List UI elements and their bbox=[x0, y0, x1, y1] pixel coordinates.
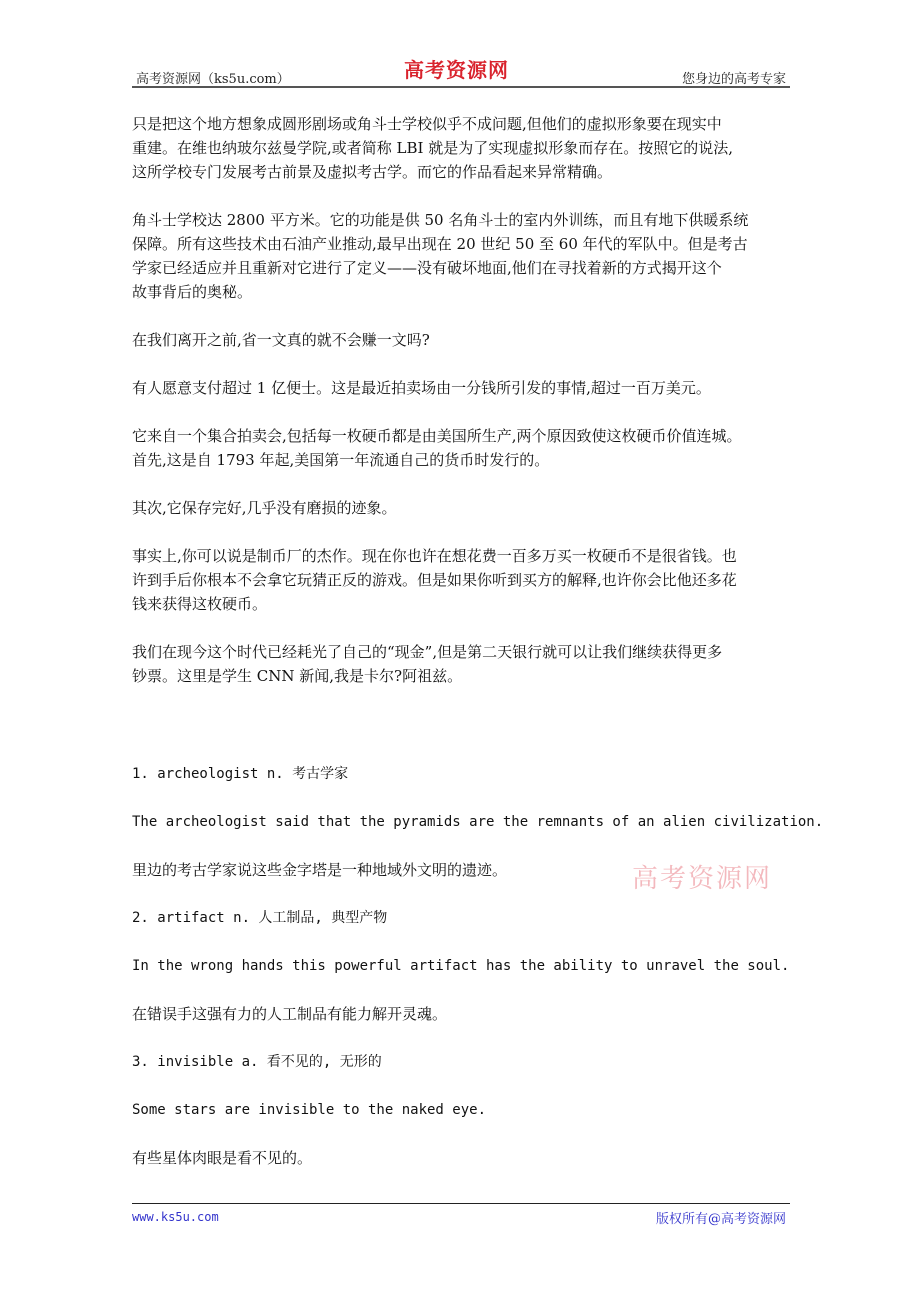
paragraph-line: 学家已经适应并且重新对它进行了定义——没有破坏地面,他们在寻找着新的方式揭开这个 bbox=[132, 259, 722, 277]
header-slogan: 您身边的高考专家 bbox=[681, 72, 786, 87]
paragraph bbox=[132, 424, 802, 472]
paragraph-line: 钞票。这里是学生 CNN 新闻,我是卡尔?阿祖兹。 bbox=[132, 667, 463, 685]
paragraph-line: 保障。所有这些技术由石油产业推动,最早出现在 20 世纪 50 至 60 年代的军队中。但是考古 bbox=[132, 235, 748, 253]
paragraph-line: 重建。在维也纳玻尔兹曼学院,或者简称 LBI 就是为了实现虚拟形象而存在。按照它的说法, bbox=[132, 139, 733, 157]
vocab-headword: 1. archeologist n. 考古学家 bbox=[132, 766, 349, 782]
vocab-example: The archeologist said that the pyramids are the remnants of an alien civilization. bbox=[132, 814, 824, 830]
page-footer bbox=[132, 1203, 790, 1227]
paragraph-line: 它来自一个集合拍卖会,包括每一枚硬币都是由美国所生产,两个原因致使这枚硬币价值连城。 bbox=[132, 427, 742, 445]
vocab-translation: 有些星体肉眼是看不见的。 bbox=[132, 1149, 313, 1167]
paragraph-line: 角斗士学校达 2800 平方米。它的功能是供 50 名角斗士的室内外训练，而且有地下供暖系统 bbox=[132, 211, 749, 229]
vocab-example: In the wrong hands this powerful artifact has the ability to unravel the soul. bbox=[132, 958, 790, 974]
paragraph bbox=[132, 208, 802, 304]
paragraph-line: 钱来获得这枚硬币。 bbox=[132, 595, 268, 613]
paragraph-line: 其次,它保存完好,几乎没有磨损的迹象。 bbox=[132, 499, 397, 517]
footer-url[interactable]: www.ks5u.com bbox=[132, 1210, 219, 1224]
paragraph-line: 故事背后的奥秘。 bbox=[132, 283, 253, 301]
vocab-translation: 在错误手这强有力的人工制品有能力解开灵魂。 bbox=[132, 1005, 448, 1023]
paragraph bbox=[132, 112, 802, 184]
header-site-name: 高考资源网（ks5u.com） bbox=[136, 72, 290, 87]
paragraph bbox=[132, 376, 802, 400]
footer-copyright: 版权所有@高考资源网 bbox=[655, 1212, 786, 1227]
page-header bbox=[132, 56, 790, 88]
vocab-headword: 2. artifact n. 人工制品, 典型产物 bbox=[132, 910, 388, 926]
header-logo: 高考资源网 bbox=[404, 58, 509, 82]
vocab-example: Some stars are invisible to the naked eye. bbox=[132, 1102, 487, 1118]
vocab-headword: 3. invisible a. 看不见的, 无形的 bbox=[132, 1054, 382, 1070]
paragraph-line: 这所学校专门发展考古前景及虚拟考古学。而它的作品看起来异常精确。 bbox=[132, 163, 613, 181]
paragraph bbox=[132, 640, 802, 688]
paragraph bbox=[132, 328, 802, 352]
paragraph-line: 许到手后你根本不会拿它玩猜正反的游戏。但是如果你听到买方的解释,也许你会比他还多花 bbox=[132, 571, 737, 589]
paragraph-line: 有人愿意支付超过 1 亿便士。这是最近拍卖场由一分钱所引发的事情,超过一百万美元。 bbox=[132, 379, 711, 397]
paragraph-line: 只是把这个地方想象成圆形剧场或角斗士学校似乎不成问题,但他们的虚拟形象要在现实中 bbox=[132, 115, 722, 133]
paragraph-line: 事实上,你可以说是制币厂的杰作。现在你也许在想花费一百多万买一枚硬币不是很省钱。也 bbox=[132, 547, 737, 565]
paragraph-line: 我们在现今这个时代已经耗光了自己的“现金”,但是第二天银行就可以让我们继续获得更多 bbox=[132, 643, 723, 661]
paragraph bbox=[132, 544, 802, 616]
paragraph-line: 首先,这是自 1793 年起,美国第一年流通自己的货币时发行的。 bbox=[132, 451, 550, 469]
watermark-logo: 高考资源网 bbox=[632, 864, 773, 894]
paragraph bbox=[132, 496, 802, 520]
paragraph-line: 在我们离开之前,省一文真的就不会赚一文吗? bbox=[132, 331, 430, 349]
vocab-translation: 里边的考古学家说这些金字塔是一种地域外文明的遗迹。 bbox=[132, 861, 508, 879]
